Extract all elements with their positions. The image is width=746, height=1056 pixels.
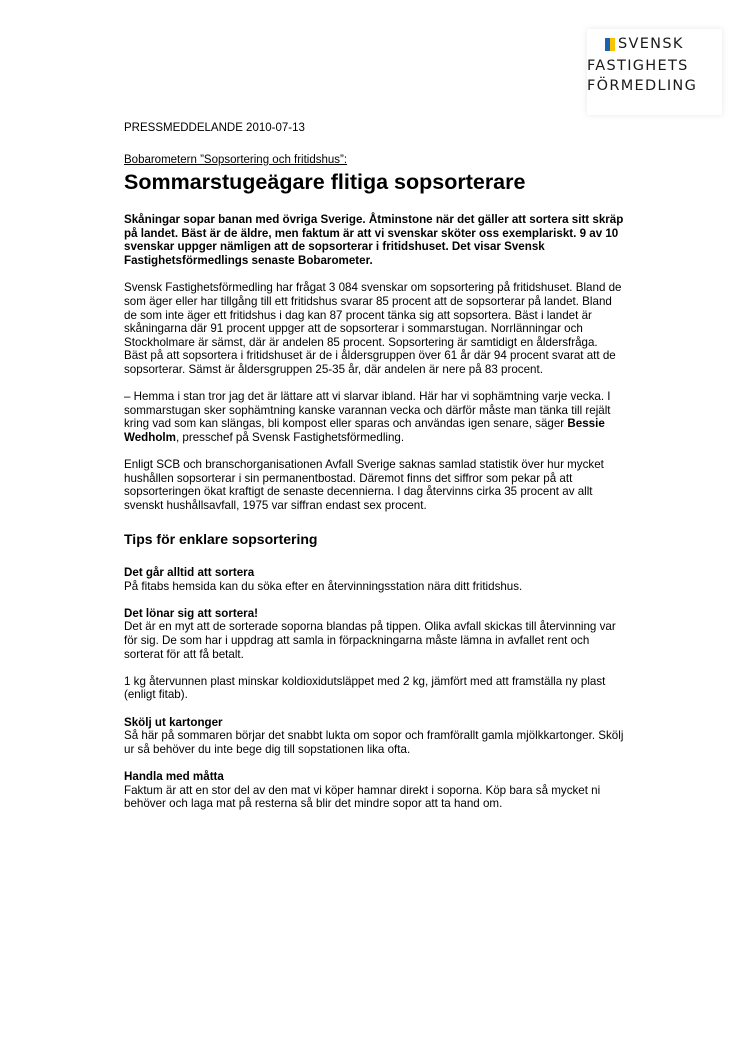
tip-item (124, 607, 624, 661)
logo-line-2: FASTIGHETS (587, 58, 689, 74)
quote-suffix: , presschef på Svensk Fastighetsförmedling. (175, 430, 405, 444)
tip-text: 1 kg återvunnen plast minskar koldioxidutsläppet med 2 kg, jämfört med att framställa ny plast (enligt fitab). (124, 674, 606, 702)
company-logo (587, 29, 722, 115)
tip-item (124, 770, 624, 811)
body-paragraph-3: Enligt SCB och branschorganisationen Avfall Sverige saknas samlad statistik över hur mycket hushållen sopsorterar i sin permanentbostad. Däremot finns det siffror som pekar på att sopsorteringen ökat kraftigt de senaste decennierna. I dag återvinns cirka 35 procent av allt svenskt hushållsavfall, 1975 var siffran endast sex procent. (124, 458, 604, 512)
tip-text: På fitabs hemsida kan du söka efter en återvinningsstation nära ditt fritidshus. (124, 579, 523, 593)
tip-heading: Det går alltid att sortera (124, 566, 255, 580)
overline-link[interactable]: Bobarometern ”Sopsortering och fritidshus”: (124, 154, 348, 166)
logo-line-3: FÖRMEDLING (587, 78, 698, 94)
tip-heading: Skölj ut kartonger (124, 715, 223, 729)
tip-text: Faktum är att en stor del av den mat vi köper hamnar direkt i soporna. Köp bara så mycket ni behöver och laga mat på resterna så blir det mindre sopor att ta hand om. (124, 783, 601, 811)
tip-text: Det är en myt att de sorterade soporna blandas på tippen. Olika avfall skickas till återvinning var för sig. De som har i uppdrag att samla in förpackningarna måste lämna in avfallet rent och sorterat för att få betalt. (124, 620, 616, 661)
quote-text: – Hemma i stan tror jag det är lättare att vi slarvar ibland. Här har vi sophämtning varje vecka. I sommarstugan sker sophämtning kanske varannan vecka och därför måste man tänka till rejält kring vad som kan slängas, bli kompost eller sparas och användas igen senare, säger (124, 390, 611, 431)
tip-heading: Handla med måtta (124, 769, 224, 783)
press-release-dateline: PRESSMEDDELANDE 2010-07-13 (124, 122, 305, 134)
body-paragraph-1: Svensk Fastighetsförmedling har frågat 3 084 svenskar om sopsortering på fritidshuset. Bland de som äger eller har tillgång till ett fritidshus svarar 85 procent att de sopsorterar på landet. Bland de som inte äger ett fritidshus i dag kan 87 procent tänka sig att sopsortera. Bäst i landet är skåningarna där 91 procent uppger att de sopsorterar i sommarstugan. Norrlänningar och Stockholmare är sämst, där är andelen 85 procent. Sopsortering är samtidigt en åldersfråga. Bäst på att sopsortera i fritidshuset är de i åldersgruppen över 61 år där 94 procent svarat att de sopsorterar. Sämst är åldersgruppen 25-35 år, där andelen är nere på 83 procent. (124, 281, 622, 376)
tip-heading: Det lönar sig att sortera! (124, 606, 259, 620)
swedish-flag-icon (605, 38, 615, 51)
lead-paragraph: Skåningar sopar banan med övriga Sverige. Åtminstone när det gäller att sortera sitt skräp på landet. Bäst är de äldre, men faktum är att vi svenskar sköter oss exemplariskt. 9 av 10 svenskar uppger nämligen att de sopsorterar i fritidshuset. Det visar Svensk Fastighetsförmedlings senaste Bobarometer. (124, 213, 624, 267)
tip-item (124, 716, 624, 757)
article-body (124, 213, 624, 824)
tip-text: Så här på sommaren börjar det snabbt lukta om sopor och framförallt gamla mjölkkartonger. Skölj ur så behöver du inte bege dig till sopstationen lika ofta. (124, 729, 624, 756)
tip-item (124, 675, 624, 702)
tips-heading: Tips för enklare sopsortering (124, 531, 318, 548)
logo-line-1: SVENSK (618, 36, 684, 52)
tip-item (124, 566, 624, 593)
page-title: Sommarstugeägare flitiga sopsorterare (124, 170, 526, 194)
quote-paragraph (124, 390, 624, 444)
quote-speaker: Bessie Wedholm (124, 417, 605, 444)
